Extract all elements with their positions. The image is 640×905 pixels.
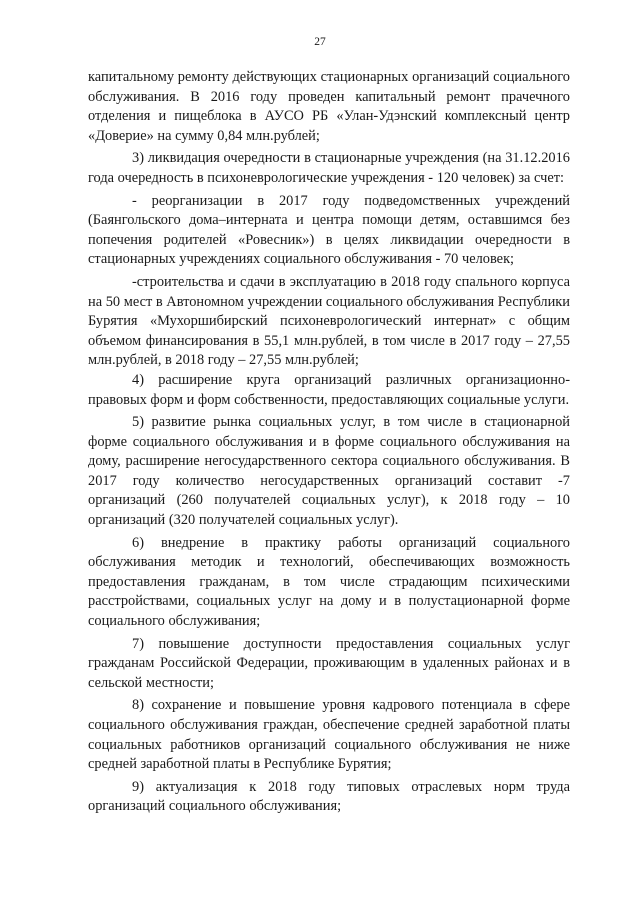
body-text [88,68,570,817]
paragraph-reorganization: - реорганизации в 2017 году подведомственных учреждений (Баянгольского дома–интерната и центра помощи детям, оставшимся без попечения родителей «Ровесник») в целях ликвидации очередности в стационарных учреждениях социального обслуживания - 70 человек; [88,192,570,268]
paragraph-continuation: капитальному ремонту действующих стационарных организаций социального обслуживания. В 2016 году проведен капитальный ремонт прачечного отделения и пищеблока в АУСО РБ «Улан-Удэнский комплексный центр «Доверие» на сумму 0,84 млн.рублей; [88,69,570,144]
page-number: 27 [314,36,326,48]
paragraph-construction: -строительства и сдачи в эксплуатацию в 2018 году спального корпуса на 50 мест в Автономном учреждении социального обслуживания Республики Бурятия «Мухоршибирский психоневрологический интернат» с общим объемом финансирования в 55,1 млн.рублей, в том числе в 2017 году – 27,55 млн.рублей, в 2018 году – 27,55 млн.рублей; [88,273,570,369]
paragraph-item-3: 3) ликвидация очередности в стационарные учреждения (на 31.12.2016 года очередность в психоневрологические учреждения - 120 человек) за счет: [88,150,570,186]
paragraph-item-8: 8) сохранение и повышение уровня кадрового потенциала в сфере социального обслуживания граждан, обеспечение средней заработной платы социальных работников организаций социального обслуживания не ниже средней заработной платы в Республике Бурятия; [88,697,570,773]
paragraph-item-9: 9) актуализация к 2018 году типовых отраслевых норм труда организаций социального обслуживания; [88,778,570,815]
paragraph-item-6: 6) внедрение в практику работы организаций социального обслуживания методик и технологий, обеспечивающих возможность предоставления гражданам, в том числе страдающим психическими расстройствами, социальных услуг на дому и в полустационарной форме социального обслуживания; [88,534,570,630]
paragraph-item-4: 4) расширение круга организаций различных организационно-правовых форм и форм собственности, предоставляющих социальные услуги. [88,371,570,408]
paragraph-item-5: 5) развитие рынка социальных услуг, в том числе в стационарной форме социального обслуживания и в форме социального обслуживания на дому, расширение негосударственного сектора социального обслуживания. В 2017 году количество негосударственных организаций составит -7 организаций (260 получателей социальных услуг), к 2018 году – 10 организаций (320 получателей социальных услуг). [88,414,570,529]
paragraph-item-7: 7) повышение доступности предоставления социальных услуг гражданам Российской Федерации, проживающим в удаленных районах и в сельской местности; [88,635,570,691]
